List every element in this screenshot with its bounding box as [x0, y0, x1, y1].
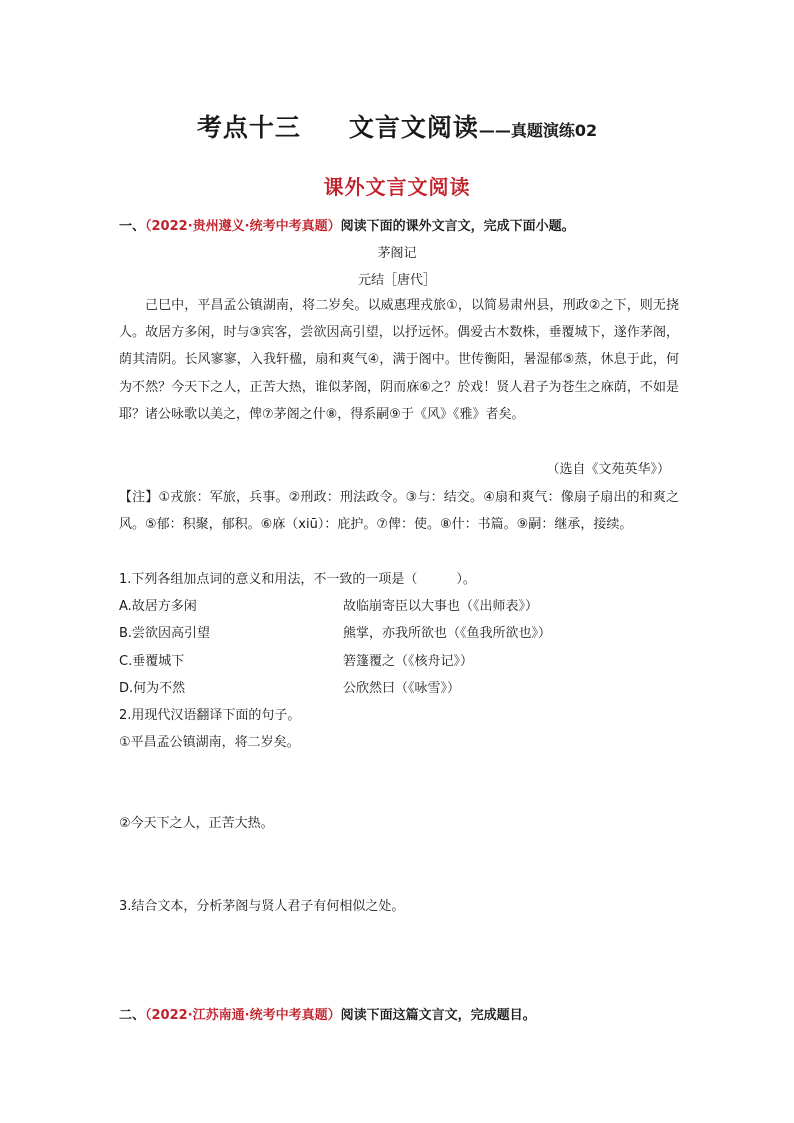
option-a-left: A.故居方多闲	[119, 599, 197, 614]
passage-title: 茅阁记	[377, 246, 417, 261]
subquestion-2-prompt: 2.用现代汉语翻译下面的句子。	[119, 708, 301, 723]
title-main: 考点十三	[196, 113, 301, 142]
passage-source: （选自《文苑英华》）	[546, 462, 670, 477]
passage-body: 己巳中，平昌孟公镇湖南，将二岁矣。以威惠理戎旅①，以简易肃州县，刑政②之下，则无挠人。故居方多闲，时与③宾客，尝欲因高引望，以抒远怀。偶爱古木数株，垂覆城下，遂作茅阁，荫其清阴。长风寥寥，入我轩楹，扇和爽气④，满于阁中。世传衡阳，暑湿郁⑤蒸，休息于此，何为不然？今天下之人，正苦大热，谁似茅阁，阴而庥⑥之？於戏！贤人君子为苍生之庥荫，不如是耶？诸公咏歌以美之，俾⑦茅阁之什⑧，得系嗣⑨于《风》《雅》者矣。	[119, 298, 679, 422]
option-b-left: B.尝欲因高引望	[119, 626, 211, 641]
section-heading: 课外文言文阅读	[323, 175, 471, 199]
question-1-header	[119, 215, 575, 234]
option-d-left: D.何为不然	[119, 681, 186, 696]
title-subtitle: ——真题演练02	[478, 121, 598, 140]
question-2-source: （2022·江苏南通·统考中考真题）	[145, 1008, 341, 1023]
option-c-left: C.垂覆城下	[119, 654, 185, 669]
subquestion-1-prompt: 1.下列各组加点词的意义和用法，不一致的一项是（ ）。	[119, 572, 476, 587]
option-d-right: 公欣然曰（《咏雪》）	[343, 681, 461, 696]
option-a-right: 故临崩寄臣以大事也（《出师表》）	[343, 599, 539, 614]
subquestion-2-item-1: ①平昌孟公镇湖南，将二岁矣。	[119, 735, 300, 750]
question-1-instruction: 阅读下面的课外文言文，完成下面小题。	[340, 219, 575, 234]
question-1-number: 一、	[119, 219, 146, 234]
subquestion-2-item-2: ②今天下之人，正苦大热。	[119, 816, 274, 831]
question-2-instruction: 阅读下面这篇文言文，完成题目。	[340, 1008, 536, 1023]
title-main-2: 文言文阅读	[348, 113, 479, 142]
passage-notes: 【注】①戎旅：军旅，兵事。②刑政：刑法政令。③与：结交。④扇和爽气：像扇子扇出的和爽之风。⑤郁：积聚，郁积。⑥庥（xiū）：庇护。⑦俾：使。⑧什：书篇。⑨嗣：继承，接续。	[119, 490, 679, 533]
passage-author: 元结［唐代］	[357, 273, 436, 288]
option-b-right: 熊掌，亦我所欲也（《鱼我所欲也》）	[343, 626, 552, 641]
subquestion-3-prompt: 3.结合文本，分析茅阁与贤人君子有何相似之处。	[119, 899, 405, 914]
page-title	[0, 108, 794, 144]
question-2-header	[119, 1004, 536, 1023]
question-1-source: （2022·贵州遵义·统考中考真题）	[145, 219, 341, 234]
question-2-number: 二、	[119, 1008, 146, 1023]
option-c-right: 箬篷覆之（《核舟记》）	[343, 654, 474, 669]
